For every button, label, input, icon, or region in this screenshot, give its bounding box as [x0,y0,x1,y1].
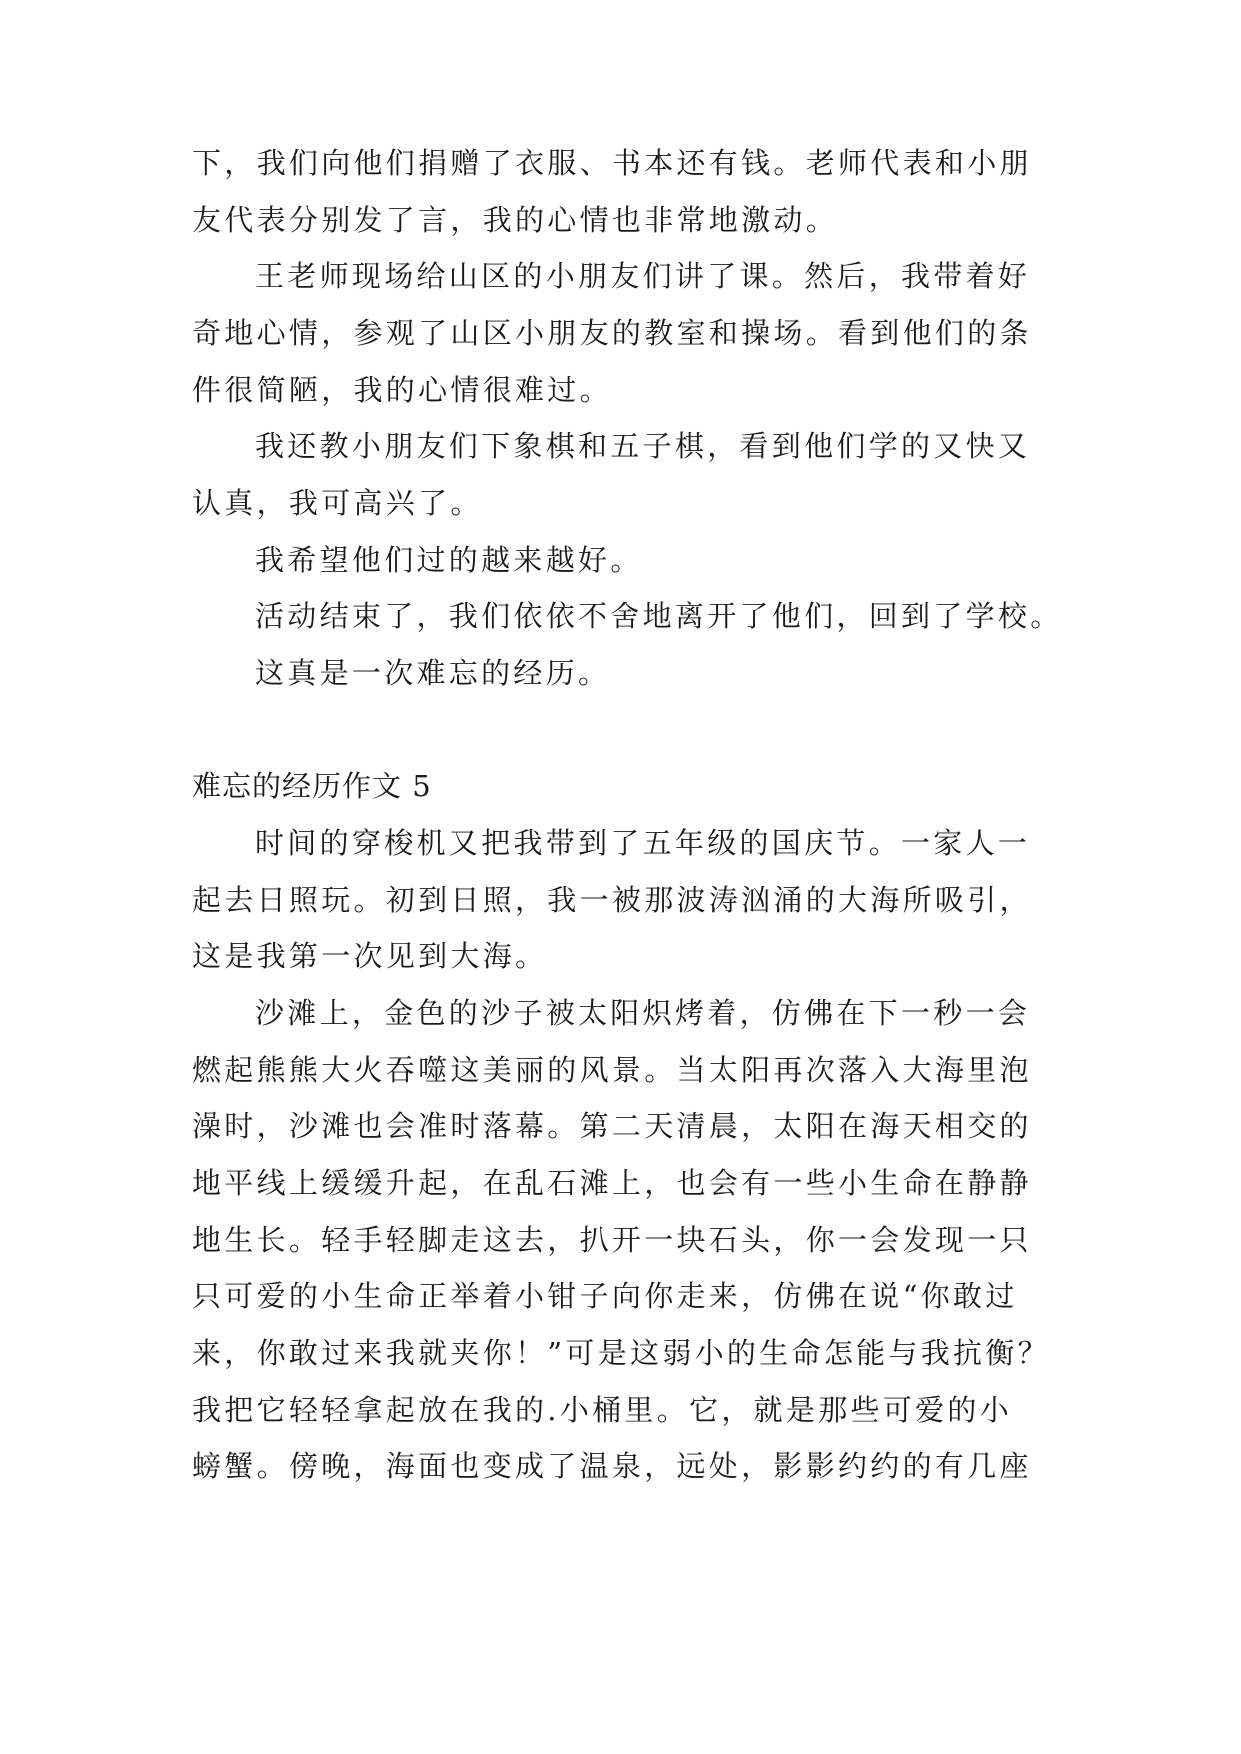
text-line: 地生长。轻手轻脚走这去，扒开一块石头，你一会发现一只 [192,1223,1032,1257]
text-line: 我希望他们过的越来越好。 [255,543,643,577]
text-line: 螃蟹。傍晚，海面也变成了温泉，远处，影影约约的有几座 [192,1449,1032,1483]
text-line: 活动结束了，我们依依不舍地离开了他们，回到了学校。 [255,599,1063,633]
text-line: 下，我们向他们捐赠了衣服、书本还有钱。老师代表和小朋 [192,146,1032,180]
text-line: 沙滩上，金色的沙子被太阳炽烤着，仿佛在下一秒一会 [255,996,1031,1030]
section-heading: 难忘的经历作文 5 [192,769,432,803]
text-line: 我把它轻轻拿起放在我的.小桶里。它，就是那些可爱的小 [192,1393,1013,1427]
text-line: 件很简陋，我的心情很难过。 [192,373,612,407]
text-line: 王老师现场给山区的小朋友们讲了课。然后，我带着好 [255,259,1031,293]
text-line: 来，你敢过来我就夹你！”可是这弱小的生命怎能与我抗衡？ [192,1336,1050,1370]
text-line: 这真是一次难忘的经历。 [255,656,611,690]
text-line: 认真，我可高兴了。 [192,486,483,520]
text-line: 地平线上缓缓升起，在乱石滩上，也会有一些小生命在静静 [192,1166,1032,1200]
text-line: 这是我第一次见到大海。 [192,939,548,973]
text-line: 友代表分别发了言，我的心情也非常地激动。 [192,203,839,237]
text-line: 只可爱的小生命正举着小钳子向你走来，仿佛在说“你敢过 [192,1279,1018,1313]
text-line: 时间的穿梭机又把我带到了五年级的国庆节。一家人一 [255,826,1031,860]
text-line: 我还教小朋友们下象棋和五子棋，看到他们学的又快又 [255,429,1031,463]
text-line: 澡时，沙滩也会准时落幕。第二天清晨，太阳在海天相交的 [192,1109,1032,1143]
text-line: 奇地心情，参观了山区小朋友的教室和操场。看到他们的条 [192,316,1032,350]
text-line: 起去日照玩。初到日照，我一被那波涛汹涌的大海所吸引， [192,883,1032,917]
text-line: 燃起熊熊大火吞噬这美丽的风景。当太阳再次落入大海里泡 [192,1053,1032,1087]
